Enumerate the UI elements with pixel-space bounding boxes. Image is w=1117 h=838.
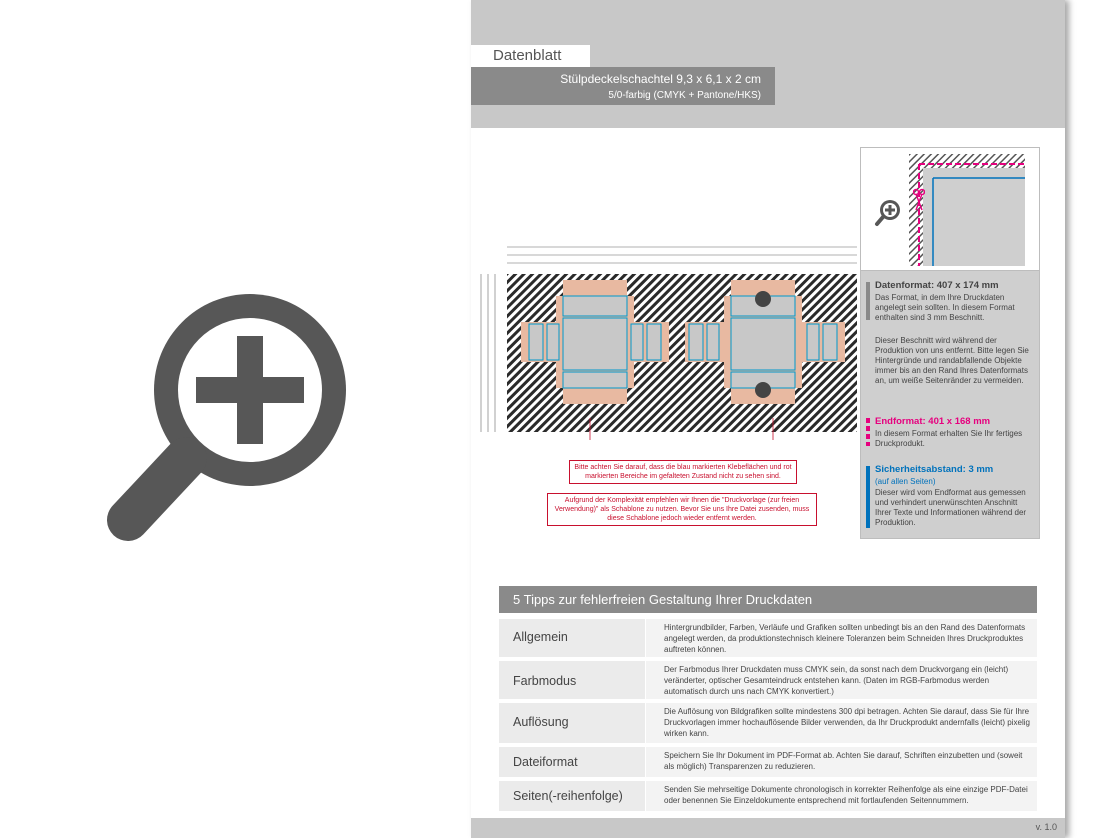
- data-format-text: Das Format, in dem Ihre Druckdaten angelegt sein sollten. In diesem Format enthalten sind 3 mm Beschnitt.: [875, 293, 1015, 322]
- print-colors: 5/0-farbig (CMYK + Pantone/HKS): [608, 90, 761, 101]
- note-template-text: Aufgrund der Komplexität empfehlen wir Ihnen die "Druckvorlage (zur freien Verwendung)" als Schablone zu nutzen. Bevor Sie uns Ihre Datei zusenden, muss diese Schablone jedoch wieder entfernt werden.: [554, 497, 810, 522]
- tip-desc-text: Speichern Sie Ihr Dokument im PDF-Format ab. Achten Sie darauf, Schriften einzubetten und (soweit als möglich) Transparenzen zu reduzieren.: [664, 751, 1023, 771]
- note-glue-text: Bitte achten Sie darauf, dass die blau markierten Klebeflächen und rot markierten Bereiche im gefalteten Zustand nicht zu sehen sind.: [574, 464, 792, 480]
- tip-label: [499, 747, 645, 777]
- footer-bar: [471, 818, 1065, 838]
- tip-desc-text: Senden Sie mehrseitige Dokumente chronologisch in korrekter Reihenfolge als eine einzige PDF-Datei oder benennen Sie Einzeldokumente entsprechend mit fortlaufenden Seitennummern.: [664, 785, 1028, 805]
- end-format-text: In diesem Format erhalten Sie Ihr fertiges Druckprodukt.: [875, 429, 1023, 448]
- tip-row-general: [499, 619, 1037, 657]
- safety-sub: (auf allen Seiten): [875, 477, 936, 486]
- product-name: Stülpdeckelschachtel 9,3 x 6,1 x 2 cm: [560, 72, 761, 86]
- tip-label-text: Seiten(-reihenfolge): [513, 789, 623, 803]
- product-bar: [471, 67, 775, 105]
- note-glue-areas: [569, 460, 797, 484]
- tip-desc: [646, 747, 1037, 777]
- tips-header: [499, 586, 1037, 613]
- tip-label-text: Auflösung: [513, 715, 569, 729]
- tip-label: [499, 619, 645, 657]
- tip-label-text: Farbmodus: [513, 674, 577, 688]
- tip-row-colormode: [499, 661, 1037, 699]
- note-template: [547, 493, 817, 526]
- datasheet-title-tab: [471, 45, 590, 67]
- tip-label-text: Allgemein: [513, 630, 568, 644]
- tip-label-text: Dateiformat: [513, 755, 578, 769]
- tip-desc: [646, 619, 1037, 657]
- safety-title: Sicherheitsabstand: 3 mm: [875, 464, 994, 475]
- data-format-text2: Dieser Beschnitt wird während der Produktion von uns entfernt. Bitte legen Sie Hintergründe und randabfallende Objekte immer bis an den Rand Ihres Datenformats an, um weiße Seitenränder zu vermeiden.: [875, 336, 1029, 385]
- legend-preview: [861, 148, 1039, 271]
- left-pane: [0, 0, 470, 838]
- end-format-title: Endformat: 401 x 168 mm: [875, 416, 991, 427]
- tip-row-fileformat: [499, 747, 1037, 777]
- data-format-title: Datenformat: 407 x 174 mm: [875, 280, 999, 291]
- tip-label: [499, 661, 645, 699]
- tip-desc-text: Die Auflösung von Bildgrafiken sollte mindestens 300 dpi betragen. Achten Sie darauf, dass Sie für Ihre Druckvorlagen immer hochauflösende Bilder verwenden, da Ihr Druckprodukt andernfalls (leicht) pixelig wirken kann.: [664, 707, 1030, 738]
- data-format-marker: [866, 282, 870, 320]
- zoom-in-icon[interactable]: [873, 197, 903, 232]
- tip-desc: [646, 703, 1037, 743]
- tip-label: [499, 703, 645, 743]
- tip-row-resolution: [499, 703, 1037, 743]
- datasheet-title: Datenblatt: [493, 47, 562, 64]
- dieline-diagram: [471, 240, 861, 440]
- legend-panel: [860, 147, 1040, 539]
- safety-marker: [866, 466, 870, 528]
- tip-desc: [646, 781, 1037, 811]
- end-format-marker: [866, 418, 870, 446]
- tip-desc-text: Hintergrundbilder, Farben, Verläufe und Grafiken sollten unbedingt bis an den Rand des Datenformats angelegt werden, da produktionstechnisch kleinere Toleranzen beim Schneiden Ihres Druckproduktes auftreten können.: [664, 623, 1026, 654]
- tip-label: [499, 781, 645, 811]
- tip-desc: [646, 661, 1037, 699]
- datasheet-page: [471, 0, 1065, 838]
- tips-title: 5 Tipps zur fehlerfreien Gestaltung Ihrer Druckdaten: [513, 592, 813, 607]
- bleed-preview: [909, 154, 1025, 271]
- safety-text: Dieser wird vom Endformat aus gemessen und verhindert unerwünschten Anschnitt Ihrer Texte und Informationen während der Produktion.: [875, 488, 1027, 527]
- tip-desc-text: Der Farbmodus Ihrer Druckdaten muss CMYK sein, da sonst nach dem Druckvorgang ein (leicht) veränderter, optischer Gesamteindruck entstehen kann. (Daten im RGB-Farbmodus werden automatisch durch uns nach CMYK konvertiert.): [664, 665, 1009, 696]
- version-label: v. 1.0: [1035, 822, 1057, 832]
- tip-row-pages: [499, 781, 1037, 811]
- scissors-icon: [913, 188, 925, 217]
- zoom-in-icon[interactable]: [100, 270, 370, 560]
